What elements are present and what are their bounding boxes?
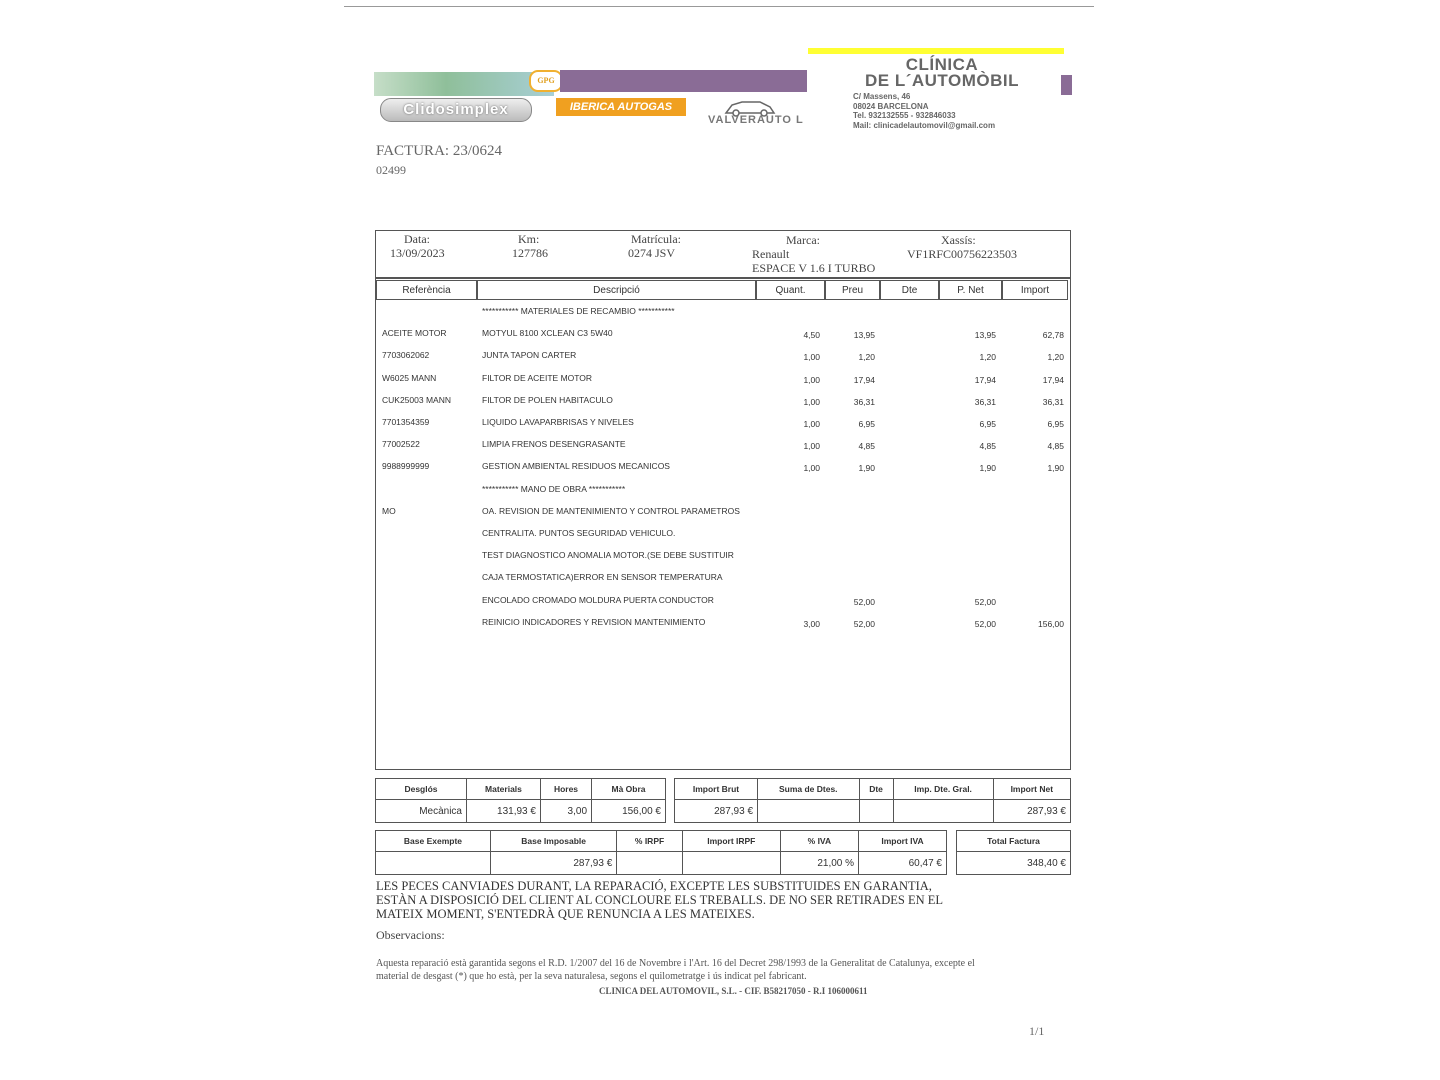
cell-import: 156,00 <box>1038 618 1064 629</box>
cell-desc: ENCOLADO CROMADO MOLDURA PUERTA CONDUCTOR <box>482 594 714 605</box>
cell-ref: 9988999999 <box>382 461 430 472</box>
guarantee-notice <box>376 958 1056 983</box>
clinica-address: C/ Massens, 46 <box>853 92 911 101</box>
cell-ref: 7701354359 <box>382 417 430 427</box>
cell-desc: CAJA TERMOSTATICA)ERROR EN SENSOR TEMPERATURA <box>482 572 723 583</box>
clinica-contact <box>853 92 995 130</box>
total-header: Total Factura <box>957 831 1071 852</box>
base-imposable-value: 287,93 € <box>490 852 616 875</box>
clinica-logo <box>852 57 1032 89</box>
iberica-logo: IBERICA AUTOGAS <box>556 98 686 116</box>
cell-pnet: 52,00 <box>974 618 996 629</box>
col-header-import: Import <box>1002 280 1068 300</box>
cell-desc: FILTOR DE POLEN HABITACULO <box>482 394 613 405</box>
cell-preu: 52,00 <box>853 596 875 607</box>
import-brut-value: 287,93 € <box>675 800 758 823</box>
irpf-pct-header: % IRPF <box>617 831 683 852</box>
desglos-table <box>375 778 666 823</box>
company-footer: CLINICA DEL AUTOMOVIL, S.L. - CIF. B58217050 - R.I 106000611 <box>599 986 868 996</box>
cell-pnet: 4,85 <box>979 441 996 452</box>
import-iva-header: Import IVA <box>859 831 947 852</box>
cell-desc: FILTOR DE ACEITE MOTOR <box>482 372 593 383</box>
legal-line-3: MATEIX MOMENT, S'ENTEDRÀ QUE RENUNCIA A LES MATEIXES. <box>376 907 755 921</box>
import-brut-header: Import Brut <box>675 779 758 800</box>
invoice-number: 23/0624 <box>452 143 502 159</box>
cell-preu: 4,85 <box>858 441 875 452</box>
observations-label: Observacions: <box>376 928 445 942</box>
cell-pnet: 1,90 <box>979 463 996 474</box>
matricula-label: Matrícula: <box>631 232 681 246</box>
cell-import: 6,95 <box>1047 419 1064 429</box>
suma-dtes-header: Suma de Dtes. <box>758 779 859 800</box>
cell-desc: REINICIO INDICADORES Y REVISION MANTENIMIENTO <box>482 616 706 627</box>
import-net-value: 287,93 € <box>993 800 1070 823</box>
cell-import: 62,78 <box>1042 330 1064 341</box>
cell-desc: LIQUIDO LAVAPARBRISAS Y NIVELES <box>482 417 634 427</box>
cell-quant: 3,00 <box>803 618 820 629</box>
dte-value <box>859 800 893 823</box>
cell-desc: *********** MANO DE OBRA *********** <box>482 483 626 494</box>
hores-value: 3,00 <box>540 800 591 823</box>
col-header-pnet: P. Net <box>939 280 1002 300</box>
col-header-ref: Referència <box>376 280 477 300</box>
simplex-logo: Clidosimplex <box>380 98 532 122</box>
import-iva-value: 60,47 € <box>859 852 947 875</box>
base-exempte-value <box>376 852 491 875</box>
taxes-table <box>375 830 947 875</box>
cell-import: 1,20 <box>1047 352 1064 363</box>
cell-import: 1,90 <box>1047 463 1064 474</box>
base-exempte-header: Base Exempte <box>376 831 491 852</box>
clinica-title-line1: CLÍNICA <box>905 55 979 74</box>
cell-desc: TEST DIAGNOSTICO ANOMALIA MOTOR.(SE DEBE SUSTITUIR <box>482 550 734 561</box>
col-header-preu: Preu <box>825 280 880 300</box>
table-row <box>376 373 1068 395</box>
top-rule <box>344 6 1094 7</box>
cell-quant: 1,00 <box>803 419 820 429</box>
invoice-code: 02499 <box>376 163 406 177</box>
iva-pct-value: 21,00 % <box>780 852 858 875</box>
cell-desc: GESTION AMBIENTAL RESIDUOS MECANICOS <box>482 461 670 472</box>
cell-preu: 17,94 <box>853 374 875 385</box>
cell-pnet: 1,20 <box>979 352 996 363</box>
table-row <box>376 306 1068 328</box>
km-label: Km: <box>518 232 540 246</box>
irpf-pct-value <box>617 852 683 875</box>
maobra-value: 156,00 € <box>592 800 666 823</box>
imp-dte-gral-value <box>893 800 993 823</box>
import-irpf-header: Import IRPF <box>682 831 780 852</box>
cell-pnet: 17,94 <box>974 374 996 385</box>
table-row <box>376 484 1068 506</box>
table-row <box>376 528 1068 550</box>
desglos-value: Mecànica <box>376 800 467 823</box>
cell-desc: CENTRALITA. PUNTOS SEGURIDAD VEHICULO. <box>482 528 676 538</box>
import-irpf-value <box>682 852 780 875</box>
table-row <box>376 439 1068 461</box>
materials-header: Materials <box>467 779 541 800</box>
simplex-logo-band <box>374 72 554 96</box>
materials-value: 131,93 € <box>467 800 541 823</box>
col-header-quant: Quant. <box>756 280 825 300</box>
total-table <box>956 830 1071 875</box>
gps-logo: GPG <box>529 70 563 92</box>
cell-ref: 7703062062 <box>382 350 430 361</box>
iva-pct-header: % IVA <box>780 831 858 852</box>
cell-desc: JUNTA TAPON CARTER <box>482 350 577 361</box>
hores-header: Hores <box>540 779 591 800</box>
guarantee-line-2: material de desgast (*) que ho està, per la seva naturalesa, segons el quilometratge i ús indicat pel fabricant. <box>376 970 807 982</box>
total-value: 348,40 € <box>957 852 1071 875</box>
clinica-highlight-bar <box>808 48 1064 54</box>
page-number: 1/1 <box>1029 1024 1045 1038</box>
legal-notice <box>376 879 976 921</box>
matricula-value: 0274 JSV <box>628 246 676 260</box>
clinica-tel: Tel. 932132555 - 932846033 <box>853 111 956 120</box>
xassis-label: Xassís: <box>941 233 976 247</box>
legal-line-2: ESTÀN A DISPOSICIÓ DEL CLIENT AL CONCLOURE ELS TREBALLS. DE NO SER RETIRADES EN EL <box>376 893 944 907</box>
cell-preu: 13,95 <box>853 330 875 341</box>
cell-import: 17,94 <box>1042 374 1064 385</box>
invoice-label: FACTURA: <box>376 143 450 159</box>
cell-quant: 1,00 <box>803 463 820 474</box>
table-row <box>376 506 1068 528</box>
cell-quant: 1,00 <box>803 374 820 385</box>
purple-marker <box>1061 75 1072 95</box>
guarantee-line-1: Aquesta reparació està garantida segons el R.D. 1/2007 del 16 de Novembre i l'Art. 16 del Decret 298/1993 de la Generalitat de Catalunya, excepte el <box>376 958 975 969</box>
cell-preu: 1,20 <box>858 352 875 363</box>
table-row <box>376 550 1068 572</box>
cell-desc: *********** MATERIALES DE RECAMBIO *********** <box>482 306 675 316</box>
iberica-logo-band <box>560 70 807 92</box>
cell-preu: 36,31 <box>853 396 875 407</box>
col-header-dte: Dte <box>880 280 939 300</box>
import-net-header: Import Net <box>993 779 1070 800</box>
cell-quant: 1,00 <box>803 352 820 363</box>
cell-preu: 6,95 <box>858 419 875 429</box>
cell-pnet: 6,95 <box>979 419 996 429</box>
table-row <box>376 328 1068 350</box>
col-header-desc: Descripció <box>477 280 756 300</box>
legal-line-1: LES PECES CANVIADES DURANT, LA REPARACIÓ, EXCEPTE LES SUBSTITUIDES EN GARANTIA, <box>376 879 932 893</box>
marca-value: Renault <box>752 247 790 261</box>
clinica-title-line2: DE L´AUTOMÒBIL <box>864 71 1019 90</box>
table-row <box>376 395 1068 417</box>
invoice-title <box>376 143 502 160</box>
maobra-header: Mà Obra <box>592 779 666 800</box>
imp-dte-gral-header: Imp. Dte. Gral. <box>893 779 993 800</box>
cell-ref: CUK25003 MANN <box>382 394 451 405</box>
km-value: 127786 <box>512 246 548 260</box>
cell-desc: LIMPIA FRENOS DESENGRASANTE <box>482 439 626 450</box>
import-brut-table <box>674 778 1071 823</box>
table-row <box>376 595 1068 617</box>
cell-ref: MO <box>382 505 396 516</box>
cell-ref: W6025 MANN <box>382 372 437 383</box>
cell-pnet: 36,31 <box>974 396 996 407</box>
cell-import: 36,31 <box>1042 396 1064 407</box>
cell-quant: 1,00 <box>803 396 820 407</box>
valverauto-logo: VALVERAUTO L <box>708 114 804 126</box>
suma-dtes-value <box>758 800 859 823</box>
cell-desc: MOTYUL 8100 XCLEAN C3 5W40 <box>482 328 613 339</box>
table-row <box>376 617 1068 639</box>
table-row <box>376 417 1068 439</box>
date-value: 13/09/2023 <box>390 246 445 260</box>
marca-label: Marca: <box>786 233 820 247</box>
clinica-mail: Mail: clinicadelautomovil@gmail.com <box>853 120 996 130</box>
table-row <box>376 572 1068 594</box>
cell-import: 4,85 <box>1047 441 1064 452</box>
dte-header: Dte <box>859 779 893 800</box>
clinica-city: 08024 BARCELONA <box>853 101 929 111</box>
cell-quant: 4,50 <box>803 330 820 341</box>
table-row <box>376 461 1068 483</box>
base-imposable-header: Base Imposable <box>490 831 616 852</box>
model-value: ESPACE V 1.6 I TURBO <box>752 261 876 275</box>
cell-ref: ACEITE MOTOR <box>382 328 447 339</box>
cell-preu: 1,90 <box>858 463 875 474</box>
cell-pnet: 52,00 <box>974 596 996 607</box>
cell-ref: 77002522 <box>382 439 420 450</box>
cell-preu: 52,00 <box>853 618 875 629</box>
table-row <box>376 350 1068 372</box>
cell-desc: OA. REVISION DE MANTENIMIENTO Y CONTROL PARAMETROS <box>482 505 740 516</box>
cell-quant: 1,00 <box>803 441 820 452</box>
cell-pnet: 13,95 <box>974 330 996 341</box>
date-label: Data: <box>404 232 430 246</box>
desglos-header: Desglós <box>376 779 467 800</box>
xassis-value: VF1RFC00756223503 <box>907 247 1018 261</box>
